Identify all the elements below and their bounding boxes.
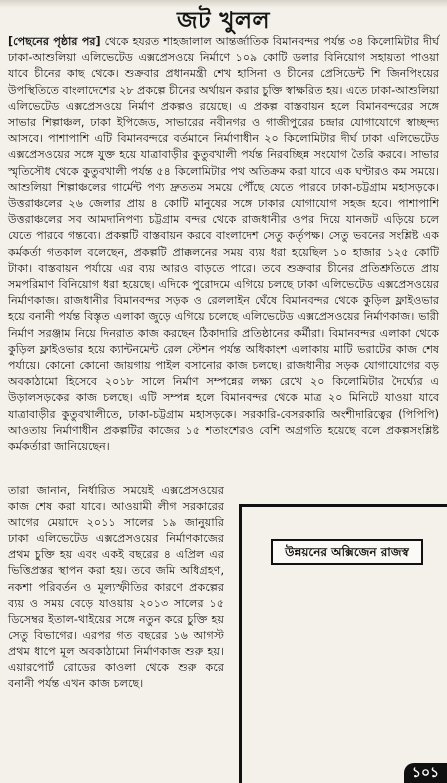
article-top-body: থেকে হযরত শাহজালাল আন্তর্জাতিক বিমানবন্দর পর্যন্ত ৩৪ কিলোমিটার দীর্ঘ ঢাকা-আশুলিয়া এলিভেটেড এক্সপ্রেসওয়ে নির্মাণে ১০৯ কোটি ডলার বিনিয়োগ সহায়তা পাওয়া যাবে চীনের কাছ থেকে। শুক্রবার প্রধানমন্ত্রী শেখ হাসিনা ও চীনের প্রেসিডেন্ট শি জিনপিংয়ের উপস্থিতিতে বাংলাদেশের ২৮ প্রকল্পে চীনের অর্থায়ন করার চুক্তি স্বাক্ষরিত হয়। এতে ঢাকা-আশুলিয়া এলিভেটেড এক্সপ্রেসওয়ে নির্মাণ প্রকল্পও রয়েছে। এ প্রকল্প বাস্তবায়ন হলে বিমানবন্দরের সঙ্গে সাভার শিল্পাঞ্চল, ঢাকা ইপিজেড, সাভারের নবীনগর ও গাজীপুরের চন্দ্রার যোগাযোগে স্বাচ্ছন্দ্য আসবে। পাশাপাশি এটি বিমানবন্দরে বর্তমানে নির্মাণাধীন ২০ কিলোমিটার দীর্ঘ ঢাকা এলিভেটেড এক্সপ্রেসওয়ের সঙ্গে যুক্ত হয়ে যাত্রাবাড়ীর কুতুবখালী পর্যন্ত নিরবচ্ছিন্ন সংযোগ তৈরি করবে। সাভার স্মৃতিসৌধ থেকে কুতুবখালী পর্যন্ত ৫৪ কিলোমিটার পথ অতিক্রম করা যাবে এক ঘণ্টারও কম সময়ে। আশুলিয়া শিল্পাঞ্চলের গার্মেন্ট পণ্য দ্রুততম সময়ে পৌঁছে যেতে পারবে ঢাকা-চট্টগ্রাম মহাসড়কে। উত্তরাঞ্চলের ২৬ জেলার প্রায় ৪ কোটি মানুষের সঙ্গে ঢাকার যোগাযোগ সহজ হবে। পাশাপাশি উত্তরাঞ্চলের সব আমদানিপণ্য চট্টগ্রাম বন্দর থেকে রাজধানীর ওপর দিয়ে যানজট এড়িয়ে চলে যেতে পারবে গন্তব্যে। প্রকল্পটি বাস্তবায়ন করবে বাংলাদেশ সেতু কর্তৃপক্ষ। সেতু ভবনের সংশ্লিষ্ট এক কর্মকর্তা গতকাল বলেছেন, প্রকল্পটি প্রাক্কলনের সময় ব্যয় ধরা হয়েছিল ১০ হাজার ১২৫ কোটি টাকা। বাস্তবায়ন পর্যায়ে এর ব্যয় আরও বাড়তে পারে। তবে শুক্রবার চীনের প্রতিশ্রুতিতে প্রায় সমপরিমাণ বিনিয়োগ ধরা হয়েছে। এদিকে পুরোদমে এগিয়ে চলছে ঢাকা এলিভেটেড এক্সপ্রেসওয়ের নির্মাণকাজ। রাজধানীর বিমানবন্দর সড়ক ও রেললাইন ঘেঁষে বিমানবন্দর থেকে কুড়িল ফ্লাইওভার হয়ে বনানী পর্যন্ত বিস্তৃত এলাকা জুড়ে এগিয়ে চলেছে এলিভেটেড এক্সপ্রেসওয়ের নির্মাণকাজ। ভারী নির্মাণ সরঞ্জাম নিয়ে দিনরাত কাজ করছেন ঠিকাদারি প্রতিষ্ঠানের কর্মীরা। বিমানবন্দর এলাকা থেকে কুড়িল ফ্লাইওভার হয়ে ক্যান্টনমেন্ট রেল স্টেশন পর্যন্ত অধিকাংশ এলাকায় মাটি ভরাটের কাজ শেষ পর্যায়ে। কোনো কোনো জায়গায় পাইল বসানোর কাজ চলছে। রাজধানীর সড়ক যোগাযোগের বড় অবকাঠামো হিসেবে ২০১৮ সালে নির্মাণ সম্পন্নের লক্ষ্য রেখে ২০ কিলোমিটার দৈর্ঘ্যের এ উড়ালসড়কের কাজ চলছে। এটি সম্পন্ন হলে বিমানবন্দর থেকে মাত্র ২০ মিনিটে যাওয়া যাবে যাত্রাবাড়ীর কুতুবখালীতে, ঢাকা-চট্টগ্রাম মহাসড়কে। সরকারি-বেসরকারি অংশীদারিত্বের (পিপিপি) আওতায় নির্মাণাধীন প্রকল্পটির কাজের ১৫ শতাংশেরও বেশি অগ্রগতি হয়েছে বলে প্রকল্পসংশ্লিষ্ট কর্মকর্তারা জানিয়েছেন। <box>8 35 439 454</box>
article-main-text <box>8 34 439 455</box>
related-news-title: উন্নয়নের অক্সিজেন রাজস্ব <box>271 539 423 565</box>
top-rule <box>0 0 447 8</box>
related-news-box <box>239 504 447 783</box>
headline: জট খুলল <box>177 8 270 34</box>
continuation-label: [পেছনের পৃষ্ঠার পর] <box>8 35 101 48</box>
page-number-badge: ১০১ <box>404 763 447 783</box>
article-continued-text: তারা জানান, নির্ধারিত সময়েই এক্সপ্রেসওয়ের কাজ শেষ করা যাবে। আওয়ামী লীগ সরকারের আগের মেয়াদে ২০১১ সালের ১৯ জানুয়ারি ঢাকা এলিভেটেড এক্সপ্রেসওয়ের নির্মাণকাজের প্রথম চুক্তি হয় এবং একই বছরের ৪ এপ্রিল এর ভিত্তিপ্রস্তর স্থাপন করা হয়। তবে জমি অধিগ্রহণ, নকশা পরিবর্তন ও মূল্যস্ফীতির কারণে প্রকল্পের ব্যয় ও সময় বেড়ে যাওয়ায় ২০১৩ সালের ১৫ ডিসেম্বর ইতাল-থাইয়ের সঙ্গে নতুন করে চুক্তি হয় সেতু বিভাগের। এরপর গত বছরের ১৬ আগস্ট প্রথম ধাপে মূল অবকাঠামো নির্মাণকাজ শুরু হয়। এয়ারপোর্ট রোডের কাওলা থেকে শুরু করে বনানী পর্যন্ত এখন কাজ চলছে। <box>8 484 224 691</box>
